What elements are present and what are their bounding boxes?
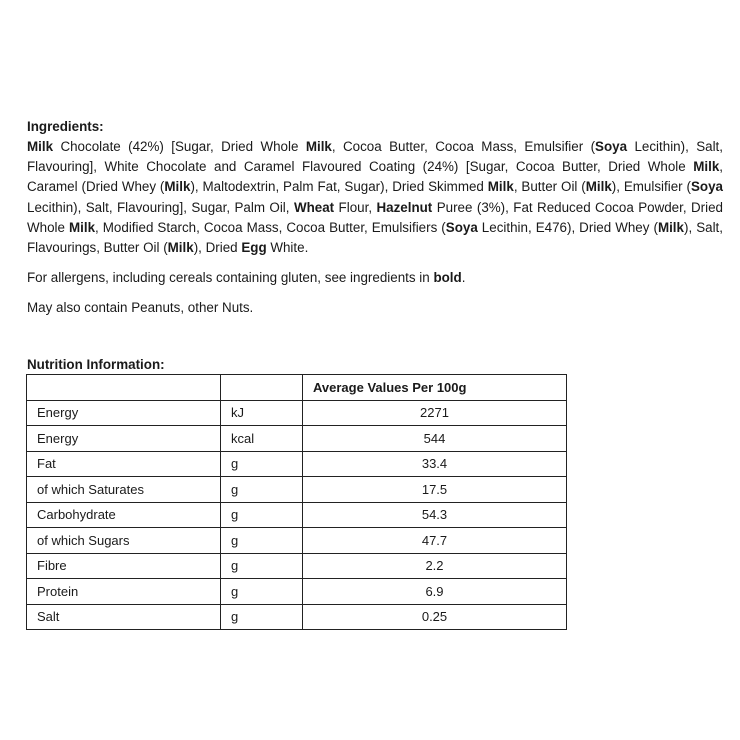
- ingredient-text: ), Dried: [193, 240, 242, 256]
- nutrition-title: Nutrition Information:: [27, 357, 165, 372]
- ingredient-text: , Cocoa Butter, Cocoa Mass, Emulsifier (: [331, 139, 596, 154]
- allergen-highlight: Milk: [164, 179, 191, 195]
- nutrient-value: 17.5: [303, 477, 567, 503]
- nutrient-unit: g: [221, 604, 303, 630]
- ingredient-text: Puree (3%), Fat Reduced Cocoa Powder, Dried Whole: [27, 199, 723, 235]
- header-nutrient: [27, 375, 221, 401]
- header-unit: [221, 375, 303, 401]
- allergen-highlight: Milk: [487, 179, 514, 195]
- ingredient-text: Lecithin), Salt, Flavouring], White Chocolate and Caramel Flavoured Coating (24%) [Sugar, Cocoa Butter, Dried Whole: [27, 139, 723, 175]
- ingredient-text: ), Salt, Flavourings, Butter Oil (: [27, 219, 723, 256]
- nutrition-row: [27, 502, 567, 528]
- allergen-highlight: Milk: [305, 139, 332, 154]
- nutrient-unit: g: [221, 477, 303, 503]
- allergen-highlight: Milk: [167, 240, 194, 256]
- nutrient-value: 54.3: [303, 502, 567, 528]
- allergen-highlight: Soya: [690, 179, 723, 195]
- ingredient-text: ), Emulsifier (: [611, 179, 691, 195]
- may-contain-warning: May also contain Peanuts, other Nuts.: [27, 300, 254, 315]
- nutrient-unit: g: [221, 579, 303, 605]
- nutrient-value: 2271: [303, 400, 567, 426]
- nutrient-name: Energy: [27, 426, 221, 452]
- nutrition-row: [27, 477, 567, 503]
- ingredient-text: ), Maltodextrin, Palm Fat, Sugar), Dried Skimmed: [190, 179, 488, 195]
- nutrition-row: [27, 579, 567, 605]
- nutrient-unit: g: [221, 451, 303, 477]
- nutrient-unit: g: [221, 502, 303, 528]
- nutrient-name: Carbohydrate: [27, 502, 221, 528]
- nutrient-value: 6.9: [303, 579, 567, 605]
- nutrition-row: [27, 553, 567, 579]
- ingredient-text: Flour,: [334, 199, 377, 215]
- ingredient-text: Lecithin), Salt, Flavouring], Sugar, Palm Oil,: [27, 199, 294, 215]
- nutrition-row: [27, 426, 567, 452]
- allergen-note: [27, 268, 465, 288]
- allergen-highlight: Egg: [241, 240, 267, 256]
- nutrition-row: [27, 604, 567, 630]
- ingredient-text: , Butter Oil (: [513, 179, 586, 195]
- ingredient-text: White.: [266, 240, 309, 256]
- nutrition-table: [26, 374, 567, 630]
- nutrient-unit: g: [221, 528, 303, 554]
- allergen-highlight: Wheat: [293, 199, 335, 215]
- nutrient-unit: g: [221, 553, 303, 579]
- nutrient-name: Fibre: [27, 553, 221, 579]
- nutrient-name: Energy: [27, 400, 221, 426]
- ingredients-list: [27, 137, 723, 258]
- nutrition-header-row: [27, 375, 567, 401]
- ingredient-text: Lecithin, E476), Dried Whey (: [477, 219, 658, 235]
- nutrient-name: Salt: [27, 604, 221, 630]
- allergen-highlight: Milk: [68, 219, 96, 235]
- nutrient-value: 544: [303, 426, 567, 452]
- allergen-highlight: Soya: [595, 139, 628, 154]
- ingredient-text: Chocolate (42%) [Sugar, Dried Whole: [53, 139, 306, 154]
- allergen-note-bold-word: bold: [433, 270, 462, 285]
- header-average-values: Average Values Per 100g: [303, 375, 567, 401]
- nutrient-value: 0.25: [303, 604, 567, 630]
- allergen-note-suffix: .: [461, 270, 466, 285]
- allergen-highlight: Milk: [693, 159, 720, 175]
- nutrient-name: Protein: [27, 579, 221, 605]
- nutrient-value: 33.4: [303, 451, 567, 477]
- allergen-highlight: Hazelnut: [376, 199, 433, 215]
- allergen-note-prefix: For allergens, including cereals containing gluten, see ingredients in: [27, 270, 434, 285]
- nutrition-row: [27, 400, 567, 426]
- allergen-highlight: Milk: [27, 139, 54, 154]
- nutrient-name: of which Saturates: [27, 477, 221, 503]
- nutrient-value: 47.7: [303, 528, 567, 554]
- ingredients-section: [27, 117, 723, 258]
- ingredients-title: Ingredients:: [27, 119, 104, 134]
- ingredient-text: , Caramel (Dried Whey (: [27, 159, 723, 195]
- nutrient-name: Fat: [27, 451, 221, 477]
- nutrition-table-body: [27, 400, 567, 630]
- nutrient-unit: kJ: [221, 400, 303, 426]
- nutrient-value: 2.2: [303, 553, 567, 579]
- allergen-highlight: Milk: [585, 179, 612, 195]
- ingredient-text: , Modified Starch, Cocoa Mass, Cocoa Butter, Emulsifiers (: [95, 219, 446, 235]
- nutrition-row: [27, 528, 567, 554]
- allergen-highlight: Soya: [445, 219, 478, 235]
- nutrient-unit: kcal: [221, 426, 303, 452]
- allergen-highlight: Milk: [657, 219, 684, 235]
- nutrient-name: of which Sugars: [27, 528, 221, 554]
- nutrition-row: [27, 451, 567, 477]
